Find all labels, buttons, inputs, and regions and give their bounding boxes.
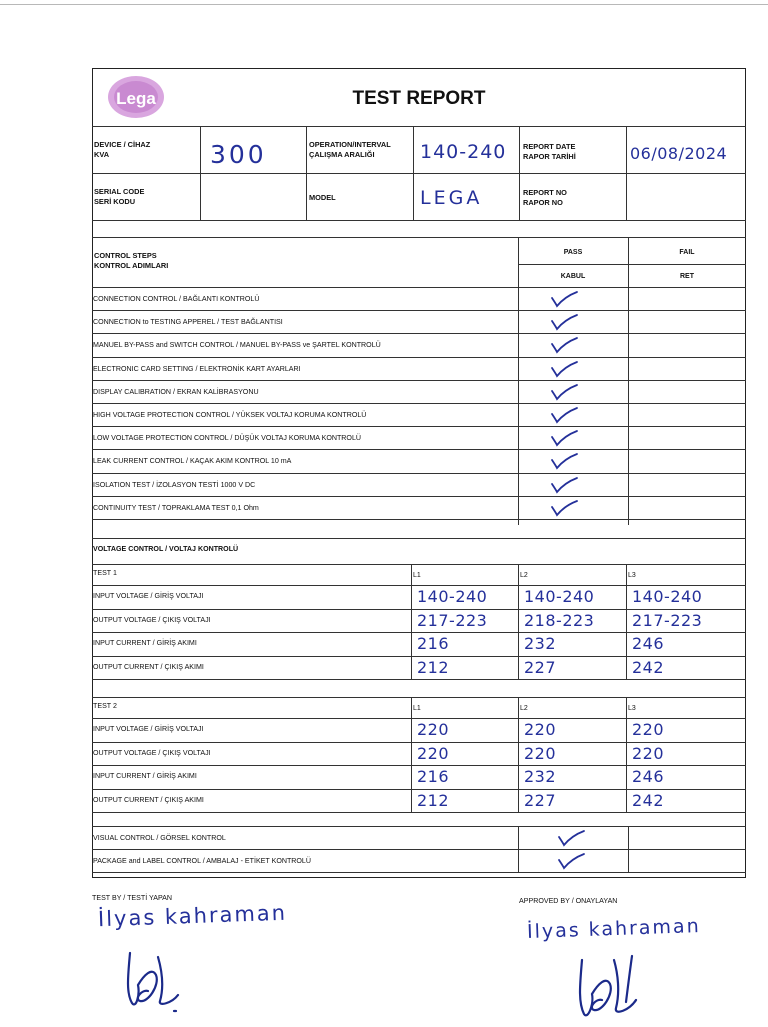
measurement-value: 227 xyxy=(524,790,557,810)
grid-line xyxy=(413,126,414,220)
grid-line xyxy=(92,519,746,520)
grid-line xyxy=(411,697,412,812)
grid-line xyxy=(92,496,746,497)
pass-header-tr: KABUL xyxy=(560,273,586,280)
scan-edge-line xyxy=(0,4,768,5)
measurement-value: 242 xyxy=(632,657,665,677)
measurement-value: 217-223 xyxy=(632,610,703,630)
phase-label: L2 xyxy=(520,572,528,579)
control-step-label: CONNECTION CONTROL / BAĞLANTI KONTROLÜ xyxy=(93,295,260,303)
grid-line xyxy=(519,126,520,220)
approved-by-name: İlyas kahraman xyxy=(526,914,702,944)
grid-line xyxy=(92,426,746,427)
grid-line xyxy=(92,564,746,565)
control-step-label: DISPLAY CALIBRATION / EKRAN KALİBRASYONU xyxy=(93,387,259,396)
measurement-value: 220 xyxy=(417,743,450,763)
checkmark-icon xyxy=(549,452,579,475)
grid-line xyxy=(92,449,746,450)
checkmark-icon xyxy=(556,852,586,875)
control-step-label: MANUEL BY-PASS and SWITCH CONTROL / MANUEL BY-PASS ve ŞARTEL KONTROLÜ xyxy=(93,341,381,350)
measurement-value: 140-240 xyxy=(524,587,595,606)
control-step-label: CONNECTION to TESTING APPEREL / TEST BAĞLANTISI xyxy=(93,318,283,327)
checkmark-icon xyxy=(549,313,579,336)
grid-line xyxy=(626,697,627,812)
grid-line xyxy=(92,357,746,358)
grid-line xyxy=(92,609,746,610)
checkmark-icon xyxy=(549,499,579,522)
measurement-value: 246 xyxy=(632,767,665,786)
test-name: TEST 1 xyxy=(93,569,117,577)
grid-line xyxy=(92,126,746,127)
measurement-value: 140-240 xyxy=(632,587,703,606)
device-value: 300 xyxy=(210,140,267,169)
control-step-label: ELECTRONIC CARD SETTING / ELEKTRONİK KART AYARLARI xyxy=(93,364,301,373)
control-steps-label: CONTROL STEPS KONTROL ADIMLARI xyxy=(94,251,169,270)
voltage-control-label: VOLTAGE CONTROL / VOLTAJ KONTROLÜ xyxy=(93,545,239,553)
measurement-value: 227 xyxy=(524,657,557,677)
grid-line xyxy=(92,173,746,174)
grid-line xyxy=(92,697,746,698)
operation-value: 140-240 xyxy=(420,141,507,163)
measurement-value: 220 xyxy=(632,743,665,763)
measurement-value: 217-223 xyxy=(417,610,488,630)
measurement-label: OUTPUT CURRENT / ÇIKIŞ AKIMI xyxy=(93,795,204,804)
measurement-value: 232 xyxy=(524,634,557,653)
checkmark-icon xyxy=(549,429,579,452)
test-by-name: İlyas kahraman xyxy=(97,900,288,932)
grid-line xyxy=(92,656,746,657)
checkmark-icon xyxy=(549,360,579,383)
phase-label: L1 xyxy=(413,572,421,579)
measurement-value: 246 xyxy=(632,634,665,653)
signature-icon xyxy=(118,945,188,1020)
device-label: DEVICE / CİHAZ KVA xyxy=(94,140,151,159)
grid-line xyxy=(92,220,746,221)
test-by-label: TEST BY / TESTİ YAPAN xyxy=(92,894,173,902)
phase-label: L2 xyxy=(520,705,528,712)
phase-label: L3 xyxy=(628,705,636,712)
fail-header: FAIL xyxy=(679,249,695,256)
measurement-value: 242 xyxy=(632,790,665,810)
page-title: TEST REPORT xyxy=(352,88,486,109)
operation-label: OPERATION/INTERVAL ÇALIŞMA ARALIĞI xyxy=(309,140,391,159)
grid-line xyxy=(92,632,746,633)
phase-label: L3 xyxy=(628,572,636,579)
grid-line xyxy=(92,585,746,586)
grid-line xyxy=(92,403,746,404)
test-name: TEST 2 xyxy=(93,702,117,710)
control-step-label: LOW VOLTAGE PROTECTION CONTROL / DÜŞÜK VOLTAJ KORUMA KONTROLÜ xyxy=(93,434,362,443)
fail-header-tr: RET xyxy=(680,273,694,280)
grid-line xyxy=(92,742,746,743)
grid-line xyxy=(306,126,307,220)
measurement-value: 140-240 xyxy=(417,587,488,606)
grid-line xyxy=(411,564,412,679)
grid-line xyxy=(626,564,627,679)
grid-line xyxy=(92,812,746,813)
report-date-label: REPORT DATE RAPOR TARİHİ xyxy=(523,142,576,161)
pass-header: PASS xyxy=(563,249,583,256)
grid-line xyxy=(92,473,746,474)
grid-line xyxy=(200,126,201,220)
measurement-value: 212 xyxy=(417,657,450,677)
report-no-label: REPORT NO RAPOR NO xyxy=(523,188,567,207)
grid-line xyxy=(92,310,746,311)
checkmark-icon xyxy=(549,383,579,406)
checkmark-icon xyxy=(549,406,579,429)
final-check-label: PACKAGE and LABEL CONTROL / AMBALAJ - ETİKET KONTROLÜ xyxy=(93,857,311,865)
measurement-label: OUTPUT VOLTAGE / ÇIKIŞ VOLTAJI xyxy=(93,615,211,624)
svg-text:Lega: Lega xyxy=(116,89,156,108)
grid-line xyxy=(92,679,746,680)
grid-line xyxy=(518,264,746,265)
grid-line xyxy=(628,237,629,525)
signature-icon xyxy=(570,950,650,1027)
grid-line xyxy=(92,380,746,381)
measurement-value: 220 xyxy=(524,743,557,763)
measurement-label: INPUT CURRENT / GİRİŞ AKIMI xyxy=(93,639,197,647)
grid-line xyxy=(92,718,746,719)
grid-line xyxy=(92,237,746,238)
control-step-label: CONTINUITY TEST / TOPRAKLAMA TEST 0,1 Ohm xyxy=(93,503,259,512)
measurement-value: 218-223 xyxy=(524,610,595,630)
final-check-label: VISUAL CONTROL / GÖRSEL KONTROL xyxy=(93,834,226,842)
measurement-value: 220 xyxy=(524,720,557,739)
measurement-label: INPUT VOLTAGE / GİRİŞ VOLTAJI xyxy=(93,592,204,600)
grid-line xyxy=(92,826,746,827)
grid-line xyxy=(92,849,746,850)
checkmark-icon xyxy=(549,290,579,313)
grid-line xyxy=(518,237,519,525)
measurement-label: INPUT VOLTAGE / GİRİŞ VOLTAJI xyxy=(93,725,204,733)
checkmark-icon xyxy=(549,336,579,359)
grid-line xyxy=(518,564,519,679)
approved-by-label: APPROVED BY / ONAYLAYAN xyxy=(519,897,618,905)
grid-line xyxy=(92,333,746,334)
grid-line xyxy=(518,697,519,812)
control-step-label: ISOLATION TEST / İZOLASYON TESTİ 1000 V DC xyxy=(93,480,256,489)
grid-line xyxy=(92,538,746,539)
report-date-value: 06/08/2024 xyxy=(630,144,728,163)
grid-line xyxy=(92,765,746,766)
measurement-value: 212 xyxy=(417,790,450,810)
measurement-value: 216 xyxy=(417,634,450,653)
phase-label: L1 xyxy=(413,705,421,712)
grid-line xyxy=(92,287,746,288)
control-step-label: HIGH VOLTAGE PROTECTION CONTROL / YÜKSEK VOLTAJ KORUMA KONTROLÜ xyxy=(93,411,367,419)
model-label: MODEL xyxy=(309,193,336,202)
measurement-value: 232 xyxy=(524,767,557,786)
measurement-label: OUTPUT VOLTAGE / ÇIKIŞ VOLTAJI xyxy=(93,748,211,757)
measurement-label: INPUT CURRENT / GİRİŞ AKIMI xyxy=(93,772,197,780)
measurement-value: 216 xyxy=(417,767,450,786)
grid-line xyxy=(92,789,746,790)
checkmark-icon xyxy=(556,829,586,852)
checkmark-icon xyxy=(549,476,579,499)
grid-line xyxy=(626,126,627,220)
grid-line xyxy=(92,872,746,873)
measurement-label: OUTPUT CURRENT / ÇIKIŞ AKIMI xyxy=(93,662,204,671)
control-step-label: LEAK CURRENT CONTROL / KAÇAK AKIM KONTROL 10 mA xyxy=(93,457,292,466)
serial-label: SERIAL CODE SERİ KODU xyxy=(94,187,145,206)
model-value: LEGA xyxy=(420,187,483,209)
measurement-value: 220 xyxy=(417,720,450,739)
measurement-value: 220 xyxy=(632,720,665,739)
